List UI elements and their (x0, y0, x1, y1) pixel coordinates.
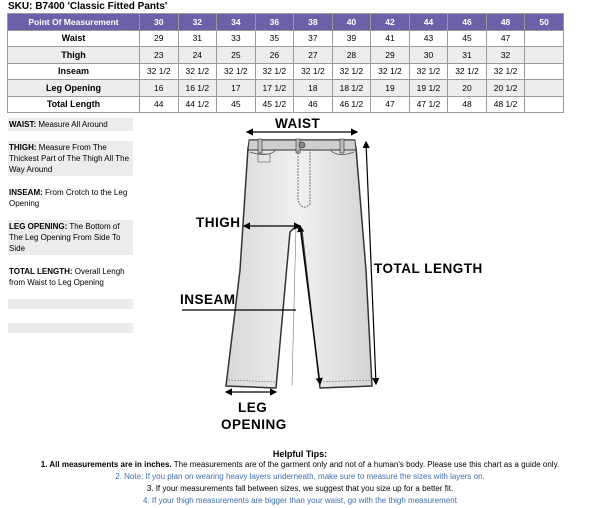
size-header-cell: 38 (294, 14, 333, 31)
table-cell: 39 (332, 30, 371, 47)
tip-1-rest: The measurements are of the garment only and not of a human's body. Please use this chart as a guide only. (171, 460, 560, 469)
point-of-measurement-header: Point Of Measurement (8, 14, 140, 31)
table-cell: 46 (294, 96, 333, 113)
row-label: Leg Opening (8, 80, 140, 97)
definition-term: LEG OPENING: (9, 222, 68, 231)
definition-term: TOTAL LENGTH: (9, 267, 73, 276)
waist-label: WAIST (275, 116, 321, 131)
table-cell: 20 1/2 (486, 80, 525, 97)
table-cell: 33 (217, 30, 256, 47)
size-header-cell: 44 (409, 14, 448, 31)
thigh-label: THIGH (196, 215, 241, 230)
table-cell: 35 (255, 30, 294, 47)
table-cell: 17 1/2 (255, 80, 294, 97)
size-header-cell: 40 (332, 14, 371, 31)
definition-term: WAIST: (9, 120, 37, 129)
definition-term: THIGH: (9, 143, 37, 152)
table-cell: 28 (332, 47, 371, 64)
table-cell: 31 (178, 30, 217, 47)
table-cell: 37 (294, 30, 333, 47)
table-cell: 32 1/2 (332, 63, 371, 80)
tip-1 (0, 460, 600, 469)
table-cell: 26 (255, 47, 294, 64)
table-cell: 18 1/2 (332, 80, 371, 97)
table-cell: 32 1/2 (486, 63, 525, 80)
table-cell: 47 1/2 (409, 96, 448, 113)
helpful-tips-title: Helpful Tips: (272, 449, 328, 459)
table-cell: 19 1/2 (409, 80, 448, 97)
table-cell: 30 (409, 47, 448, 64)
table-cell: 32 1/2 (448, 63, 487, 80)
definition-text: Measure From The Thickest Part of The Thigh All The Way Around (9, 143, 130, 174)
row-label: Thigh (8, 47, 140, 64)
tip-3: 3. If your measurements fall between sizes, we suggest that you size up for a better fit. (146, 484, 454, 493)
size-header-cell: 48 (486, 14, 525, 31)
size-header-cell: 36 (255, 14, 294, 31)
table-cell: 19 (371, 80, 410, 97)
inseam-label: INSEAM (180, 292, 236, 307)
pants-outline (226, 140, 372, 388)
sku-title: SKU: B7400 'Classic Fitted Pants' (8, 1, 168, 12)
table-cell: 48 1/2 (486, 96, 525, 113)
size-header-cell: 42 (371, 14, 410, 31)
definition-text: Overall Lengh from Waist to Leg Opening (9, 267, 125, 287)
table-cell: 43 (409, 30, 448, 47)
table-cell: 47 (371, 96, 410, 113)
size-header-cell: 34 (217, 14, 256, 31)
table-cell: 47 (486, 30, 525, 47)
table-cell: 32 1/2 (371, 63, 410, 80)
size-header-cell: 30 (140, 14, 179, 31)
definition-text: Measure All Around (36, 120, 108, 129)
leg-opening-label-line1: LEG (238, 400, 268, 415)
table-cell: 20 (448, 80, 487, 97)
table-cell: 45 1/2 (255, 96, 294, 113)
table-cell: 32 1/2 (178, 63, 217, 80)
table-cell: 24 (178, 47, 217, 64)
row-label: Inseam (8, 63, 140, 80)
table-cell: 29 (140, 30, 179, 47)
table-cell: 45 (217, 96, 256, 113)
table-cell: 23 (140, 47, 179, 64)
table-cell: 32 1/2 (294, 63, 333, 80)
row-label: Total Length (8, 96, 140, 113)
total-length-label: TOTAL LENGTH (374, 261, 483, 276)
table-cell: 32 1/2 (140, 63, 179, 80)
table-cell: 16 1/2 (178, 80, 217, 97)
tip-2: 2. Note: If you plan on wearing heavy layers underneath, make sure to measure the sizes with layers on. (115, 472, 485, 481)
table-cell: 32 (486, 47, 525, 64)
leg-opening-label-line2: OPENING (221, 417, 287, 432)
table-cell: 32 1/2 (217, 63, 256, 80)
definition-text: The Bottom of The Leg Opening From Side To Side (9, 222, 121, 253)
table-cell: 25 (217, 47, 256, 64)
table-cell: 31 (448, 47, 487, 64)
table-cell: 46 1/2 (332, 96, 371, 113)
table-cell: 17 (217, 80, 256, 97)
tip-4: 4. If your thigh measurements are bigger than your waist, go with the thigh measurement (143, 496, 457, 505)
size-header-cell: 32 (178, 14, 217, 31)
table-cell: 18 (294, 80, 333, 97)
definition-term: INSEAM: (9, 188, 43, 197)
size-header-cell: 46 (448, 14, 487, 31)
size-header-cell: 50 (525, 14, 564, 31)
table-cell: 32 1/2 (409, 63, 448, 80)
table-cell: 44 1/2 (178, 96, 217, 113)
table-cell: 29 (371, 47, 410, 64)
definition-text: From Crotch to the Leg Opening (9, 188, 128, 208)
table-cell: 44 (140, 96, 179, 113)
table-cell: 16 (140, 80, 179, 97)
table-cell: 41 (371, 30, 410, 47)
table-cell: 48 (448, 96, 487, 113)
row-label: Waist (8, 30, 140, 47)
table-cell: 32 1/2 (255, 63, 294, 80)
table-cell: 27 (294, 47, 333, 64)
tip-1-bold: 1. All measurements are in inches. (40, 460, 172, 469)
table-cell: 45 (448, 30, 487, 47)
